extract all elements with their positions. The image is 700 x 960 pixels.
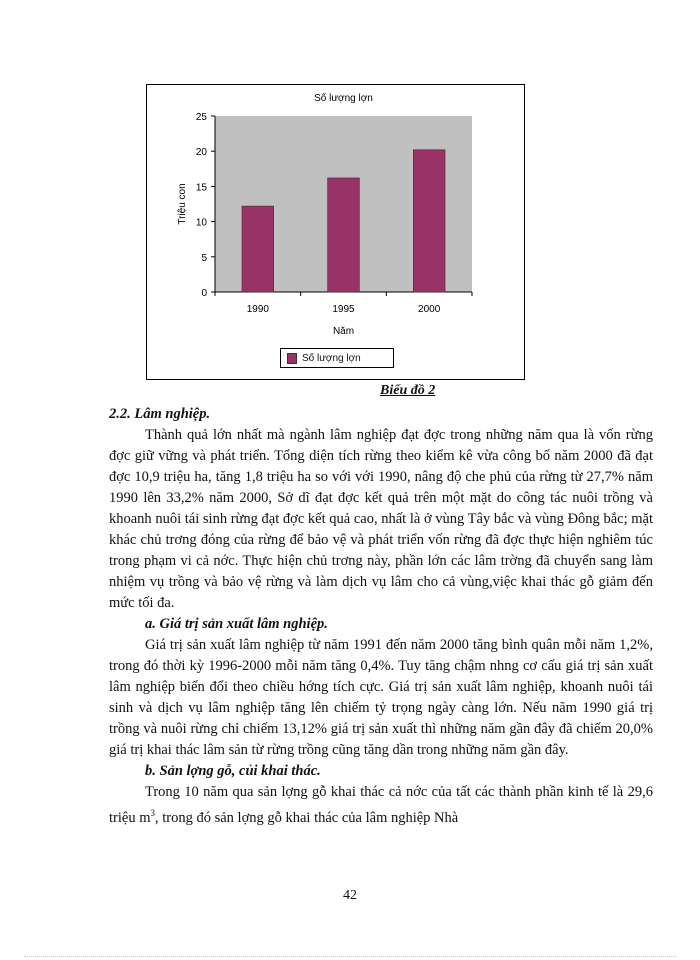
paragraph-forestry-results: Thành quả lớn nhất mà ngành lâm nghiệp đạt đợc trong những năm qua là vốn rừng đợc giữ vững và phát triển. Tổng diện tích rừng theo kiểm kê vừa công bố năm 2000 đã đạt đợc 10,9 triệu ha, tăng 1,8 triệu ha so với với 1990, nâng độ che phủ của rừng từ 27,7% năm 1990 lên 33,2% năm 2000, Sở dĩ đạt đợc kết quả trên một mặt do công tác nuôi trồng và khoanh nuôi tái sinh rừng đạt đợc kết quả cao, nhất là ở vùng Tây bắc và vùng Đông bắc; mặt khác chủ trơng đóng của rừng để bảo vệ và phát triển vốn rừng đã đợc thực hiện nghiêm túc trong phạm vi cả nớc. Thực hiện chủ trơng này, phần lớn các lâm trờng đã chuyển sang làm nhiệm vụ trồng và bảo vệ rừng và làm dịch vụ lâm cho cả vùng,việc khai thác gỗ giảm đến mức tối đa. bbox=[109, 427, 653, 611]
page-number: 42 bbox=[343, 888, 357, 903]
bar-chart bbox=[146, 84, 525, 380]
y-tick-label: 0 bbox=[201, 288, 207, 299]
bar-1995 bbox=[328, 178, 360, 292]
cubic-superscript: 3 bbox=[150, 808, 155, 818]
paragraph-timber-output bbox=[109, 782, 653, 829]
y-axis-label: Triệu con bbox=[177, 183, 188, 225]
page-bottom-rule bbox=[24, 956, 676, 957]
chart-title: Số lượng lợn bbox=[314, 93, 373, 104]
y-tick-label: 5 bbox=[201, 252, 207, 264]
chart-legend bbox=[280, 348, 394, 368]
subheading-timber-output: b. Sản lợng gỗ, củi khai thác. bbox=[145, 763, 321, 779]
bar-2000 bbox=[413, 150, 445, 292]
y-tick-label: 25 bbox=[195, 112, 207, 123]
x-tick-label: 1990 bbox=[246, 304, 269, 315]
bar-1990 bbox=[242, 206, 274, 292]
section-body bbox=[109, 404, 653, 829]
legend-swatch bbox=[287, 353, 297, 364]
subheading-production-value: a. Giá trị sản xuất lâm nghiệp. bbox=[145, 616, 328, 632]
y-tick-label: 15 bbox=[195, 182, 207, 194]
y-tick-label: 10 bbox=[195, 217, 207, 229]
timber-text-end: , trong đó sản lợng gỗ khai thác của lâm nghiệp Nhà bbox=[154, 809, 459, 826]
section-heading: 2.2. Lâm nghiệp. bbox=[109, 406, 211, 422]
x-tick-label: 1995 bbox=[332, 304, 355, 315]
timber-text-start: Trong 10 năm qua sản lợng gỗ khai thác cả nớc của tất các thành phần kinh tế là 29,6 triệu m bbox=[109, 784, 653, 826]
x-axis-label: Năm bbox=[332, 326, 355, 337]
x-tick-label: 2000 bbox=[418, 304, 441, 315]
chart-caption: Biểu đồ 2 bbox=[380, 383, 436, 398]
chart-svg bbox=[147, 85, 524, 379]
y-tick-label: 20 bbox=[195, 147, 207, 159]
paragraph-production-value: Giá trị sản xuất lâm nghiệp từ năm 1991 đến năm 2000 tăng bình quân mỗi năm 1,2%, trong đó thời kỳ 1996-2000 mỗi năm tăng 0,4%. Tuy tăng chậm nhng cơ cấu giá trị sản xuất lâm nghiệp biến đổi theo chiều hớng tích cực. Giá trị sản xuất lâm nghiệp, khoanh nuôi tái sinh và dịch vụ lâm nghiệp tăng lên chiếm tỷ trọng ngày càng lớn. Nếu năm 1990 giá trị trồng và nuôi rừng chỉ chiếm 13,12% giá trị sản xuất thì những năm gần đây đã chiếm 20,0% giá trị khai thác lâm sản từ rừng trồng cũng tăng dần trong những năm gần đây. bbox=[109, 637, 653, 758]
legend-label: Số lượng lợn bbox=[302, 352, 361, 364]
